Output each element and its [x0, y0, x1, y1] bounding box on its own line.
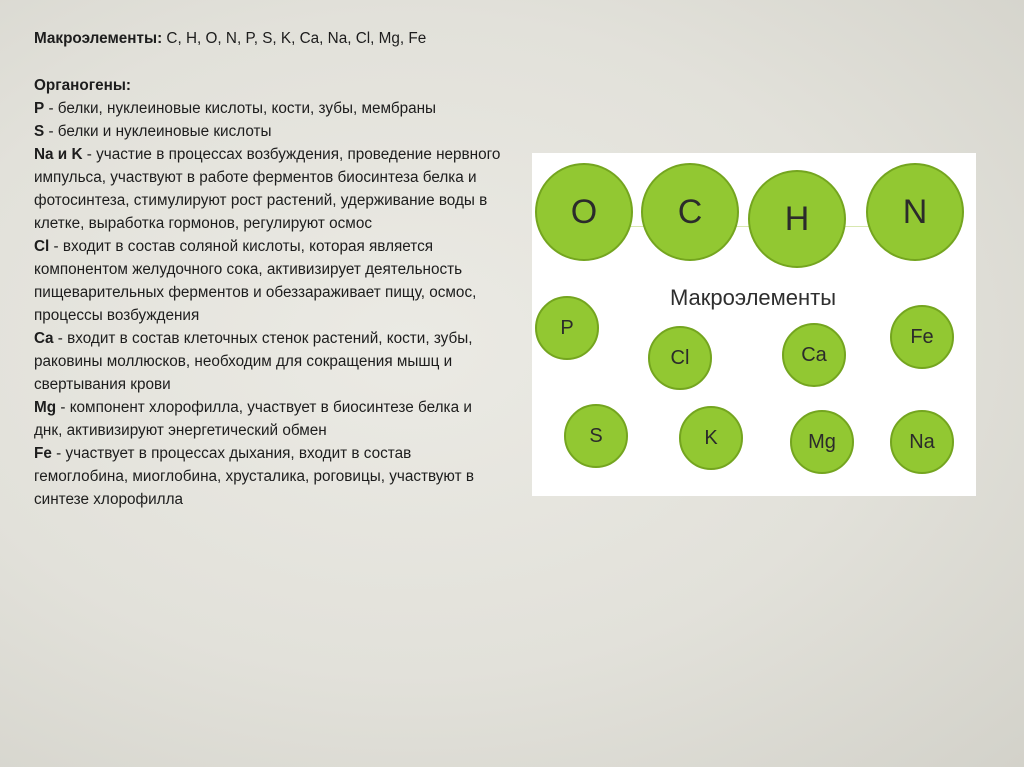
atom-s: S [564, 404, 628, 468]
atom-ca: Ca [782, 323, 846, 387]
atom-n: N [866, 163, 964, 261]
macro-heading [34, 27, 504, 50]
atom-na: Na [890, 410, 954, 474]
macro-heading-label: Макроэлементы: [34, 30, 163, 47]
atom-h: H [748, 170, 846, 268]
item-ca [34, 327, 504, 396]
figure-title: Макроэлементы [669, 285, 837, 310]
item-s [34, 120, 504, 143]
item-symbol: Mg [34, 399, 57, 416]
atom-p: P [535, 296, 599, 360]
atom-fe: Fe [890, 305, 954, 369]
atom-cl: Cl [648, 326, 712, 390]
text-block [34, 27, 504, 511]
item-text: - белки, нуклеиновые кислоты, кости, зубы, мембраны [44, 100, 437, 117]
item-text: - участвует в процессах дыхания, входит в состав гемоглобина, миоглобина, хрусталика, роговицы, участвуют в синтезе хлорофилла [34, 445, 474, 508]
item-cl [34, 235, 504, 327]
item-text: - белки и нуклеиновые кислоты [44, 123, 272, 140]
item-fe [34, 442, 504, 511]
item-symbol: P [34, 100, 45, 117]
atom-k: K [679, 406, 743, 470]
item-text: - компонент хлорофилла, участвует в биосинтезе белка и днк, активизируют энергетический обмен [34, 399, 472, 439]
atom-c: C [641, 163, 739, 261]
macroelements-figure [532, 153, 976, 496]
item-symbol: Na и K [34, 146, 83, 163]
item-text: - участие в процессах возбуждения, проведение нервного импульса, участвуют в работе ферментов биосинтеза белка и фотосинтеза, стимулируют рост растений, удерживание воды в клетке, выработка гормонов, регулируют осмос [34, 146, 501, 232]
item-text: - входит в состав клеточных стенок растений, кости, зубы, раковины моллюсков, необходим для сокращения мышц и свертывания крови [34, 330, 473, 393]
item-symbol: Cl [34, 238, 50, 255]
item-text: - входит в состав соляной кислоты, которая является компонентом желудочного сока, активизирует деятельность пищеварительных ферментов и обеззараживает пищу, осмос, процессы возбуждения [34, 238, 477, 324]
item-p [34, 97, 504, 120]
item-na-k [34, 143, 504, 235]
atom-o: O [535, 163, 633, 261]
item-symbol: Ca [34, 330, 54, 347]
macro-heading-value: C, H, O, N, P, S, K, Ca, Na, Cl, Mg, Fe [162, 30, 427, 47]
item-symbol: Fe [34, 445, 52, 462]
atom-mg: Mg [790, 410, 854, 474]
item-symbol: S [34, 123, 45, 140]
organogens-title: Органогены: [34, 77, 131, 94]
item-mg [34, 396, 504, 442]
